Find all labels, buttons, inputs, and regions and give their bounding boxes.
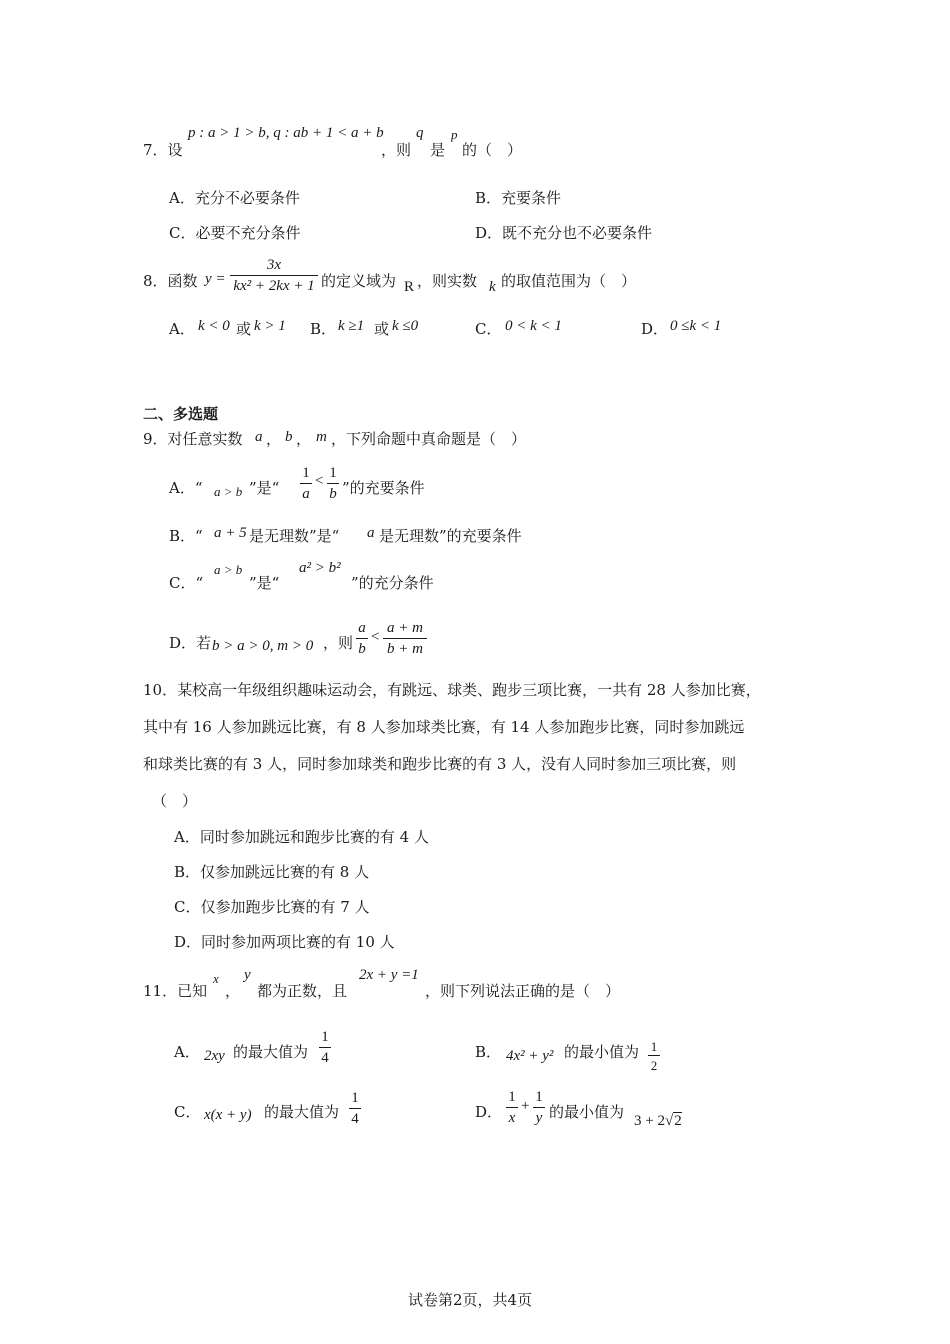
q9-option-c-mid: ”是“ xyxy=(249,574,280,592)
q10-line-1: 10．某校高一年级组织趣味运动会，有跳远、球类、跑步三项比赛，一共有 28 人参加比赛， xyxy=(143,681,761,699)
q9-option-d-lt: < xyxy=(371,629,380,645)
q8-option-b-label: B． xyxy=(310,320,337,338)
q11-option-c-fraction xyxy=(349,1091,361,1127)
q7-q-symbol: q xyxy=(416,125,424,141)
q8-frac-denominator: kx² + 2kx + 1 xyxy=(233,278,315,294)
q11-option-b-fraction xyxy=(648,1040,660,1072)
q11-option-d-frac2-den: y xyxy=(535,1110,543,1126)
q9-option-c-label: C．“ xyxy=(169,574,204,592)
q9-sep1: ， xyxy=(266,430,282,448)
q8-text2: ，则实数 xyxy=(417,272,478,290)
q7-tail: 的（ ） xyxy=(462,141,523,159)
q7-is: 是 xyxy=(430,141,446,159)
q11-option-d-frac1-num: 1 xyxy=(508,1089,516,1105)
radical-sign-icon: √ xyxy=(664,1113,674,1129)
q11-option-d-plus: + xyxy=(521,1098,530,1114)
q11-option-d-text: 的最小值为 xyxy=(549,1103,625,1121)
q9-option-a-frac1-num: 1 xyxy=(302,465,310,481)
q11-number: 11．已知 xyxy=(143,982,208,1000)
q8-y-equals: y = xyxy=(205,271,226,287)
q7-option-b: B．充要条件 xyxy=(475,189,562,207)
q9-option-d-mid: ，则 xyxy=(323,634,354,652)
q9-option-a-frac2 xyxy=(327,466,339,502)
q8-option-d-label: D． xyxy=(641,320,669,338)
q11-option-b-frac-num: 1 xyxy=(650,1039,658,1054)
q10-option-a: A．同时参加跳远和跑步比赛的有 4 人 xyxy=(174,828,429,846)
q11-option-b-math: 4x² + y² xyxy=(506,1048,554,1064)
q11-option-d-frac1-den: x xyxy=(508,1110,516,1126)
q11-option-a-frac-num: 1 xyxy=(321,1029,329,1045)
q11-option-b-frac-den: 2 xyxy=(650,1058,658,1073)
q8-option-b-or: 或 xyxy=(374,320,390,338)
q7-then: ，则 xyxy=(381,141,412,159)
q9-option-d-frac2-den: b + m xyxy=(387,641,423,657)
q10-option-c: C．仅参加跑步比赛的有 7 人 xyxy=(174,898,370,916)
q9-option-b-math1: a + 5 xyxy=(214,525,247,541)
q8-k-symbol: k xyxy=(489,279,496,295)
q11-option-a-label: A． xyxy=(174,1043,200,1061)
q9-option-a-math: a > b xyxy=(214,484,243,499)
q11-option-d-frac1 xyxy=(506,1090,518,1126)
q7-option-c: C．必要不充分条件 xyxy=(169,224,301,242)
q9-option-a-frac2-den: b xyxy=(329,486,337,502)
q11-option-d-frac2 xyxy=(533,1090,545,1126)
q11-sep: ， xyxy=(225,982,241,1000)
q8-fraction xyxy=(230,258,318,294)
q9-option-c-math1: a > b xyxy=(214,562,243,577)
q8-R-symbol: R xyxy=(404,279,415,295)
q9-option-a-frac1-den: a xyxy=(302,486,310,502)
q9-option-a-label: A．“ xyxy=(169,479,203,497)
q8-number: 8．函数 xyxy=(143,272,198,290)
q10-line-3: 和球类比赛的有 3 人，同时参加球类和跑步比赛的有 3 人，没有人同时参加三项比赛，则 xyxy=(143,755,737,773)
q11-option-a-math: 2xy xyxy=(204,1048,225,1064)
q11-condition-math: 2x + y =1 xyxy=(359,967,419,983)
q8-option-d-math: 0 ≤k < 1 xyxy=(670,318,722,334)
q11-option-c-text: 的最大值为 xyxy=(264,1103,340,1121)
q9-option-a-tail: ”的充要条件 xyxy=(342,479,425,497)
q8-text1: 的定义域为 xyxy=(321,272,397,290)
q9-a-symbol: a xyxy=(255,429,263,445)
q9-option-d-frac2 xyxy=(383,621,427,657)
q11-y-symbol: y xyxy=(244,967,251,983)
q11-tail: ，则下列说法正确的是（ ） xyxy=(425,982,621,1000)
q9-option-a-lt: < xyxy=(315,473,324,489)
q10-option-d: D．同时参加两项比赛的有 10 人 xyxy=(174,933,395,951)
q7-option-d: D．既不充分也不必要条件 xyxy=(475,224,653,242)
q9-option-d-frac1 xyxy=(356,621,368,657)
q8-frac-numerator: 3x xyxy=(266,257,282,273)
q7-condition-math: p : a > 1 > b, q : ab + 1 < a + b xyxy=(188,125,384,141)
q8-option-a-math1: k < 0 xyxy=(198,318,230,334)
q9-option-a-frac2-num: 1 xyxy=(329,465,337,481)
q9-option-b-math2: a xyxy=(367,525,375,541)
q11-option-a-frac-den: 4 xyxy=(321,1050,329,1066)
q11-option-c-frac-den: 4 xyxy=(351,1111,359,1127)
q10-line-4: （ ） xyxy=(152,792,198,810)
q11-option-d-math-prefix: 3 + 2 xyxy=(634,1113,665,1129)
q9-option-d-math1: b > a > 0, m > 0 xyxy=(212,638,314,654)
q7-p-symbol: p xyxy=(451,127,458,142)
q9-sep2: ， xyxy=(296,430,312,448)
q8-option-b-math2: k ≤0 xyxy=(392,318,419,334)
q8-option-c-math: 0 < k < 1 xyxy=(505,318,562,334)
q9-option-d-frac1-num: a xyxy=(358,620,366,636)
q9-m-symbol: m xyxy=(316,429,327,445)
q8-option-a-math2: k > 1 xyxy=(254,318,286,334)
q9-b-symbol: b xyxy=(285,429,293,445)
q11-mid: 都为正数，且 xyxy=(257,982,348,1000)
q7-option-a: A．充分不必要条件 xyxy=(169,189,300,207)
q9-option-a-frac1 xyxy=(300,466,312,502)
q9-option-c-math2: a² > b² xyxy=(299,560,341,576)
section-title-multiple-choice: 二、多选题 xyxy=(143,405,219,423)
q9-tail: ，下列命题中真命题是（ ） xyxy=(331,430,527,448)
q9-option-b-mid: 是无理数”是“ xyxy=(249,527,340,545)
q9-option-c-tail: ”的充分条件 xyxy=(351,574,434,592)
q11-option-b-label: B． xyxy=(475,1043,502,1061)
q8-option-c-label: C． xyxy=(475,320,502,338)
q11-option-d-label: D． xyxy=(475,1103,503,1121)
q8-option-a-label: A． xyxy=(169,320,195,338)
q10-option-b: B．仅参加跳远比赛的有 8 人 xyxy=(174,863,370,881)
q8-option-b-math1: k ≥1 xyxy=(338,318,365,334)
q11-option-a-fraction xyxy=(319,1030,331,1066)
q7-number: 7．设 xyxy=(143,141,183,159)
page-footer: 试卷第2页，共4页 xyxy=(408,1291,533,1309)
q11-option-c-label: C． xyxy=(174,1103,201,1121)
q9-option-d-label: D．若 xyxy=(169,634,212,652)
q11-option-c-frac-num: 1 xyxy=(351,1090,359,1106)
q10-line-2: 其中有 16 人参加跳远比赛，有 8 人参加球类比赛，有 14 人参加跑步比赛，同时参加跳远 xyxy=(143,718,745,736)
q9-option-a-mid: ”是“ xyxy=(249,479,280,497)
q11-option-a-text: 的最大值为 xyxy=(233,1043,309,1061)
q8-text3: 的取值范围为（ ） xyxy=(501,272,637,290)
q8-option-a-or: 或 xyxy=(236,320,252,338)
q11-option-c-math: x(x + y) xyxy=(204,1107,252,1123)
q9-option-d-frac2-num: a + m xyxy=(387,620,423,636)
q11-option-d-sqrt-radicand: 2 xyxy=(674,1113,682,1129)
q11-option-d-frac2-num: 1 xyxy=(535,1089,543,1105)
q9-option-b-tail: 是无理数”的充要条件 xyxy=(379,527,522,545)
q11-x-symbol: x xyxy=(213,971,219,986)
q9-number: 9．对任意实数 xyxy=(143,430,243,448)
q11-option-d-math xyxy=(634,1114,682,1129)
q9-option-b-label: B．“ xyxy=(169,527,203,545)
q11-option-b-text: 的最小值为 xyxy=(564,1043,640,1061)
q9-option-d-frac1-den: b xyxy=(358,641,366,657)
